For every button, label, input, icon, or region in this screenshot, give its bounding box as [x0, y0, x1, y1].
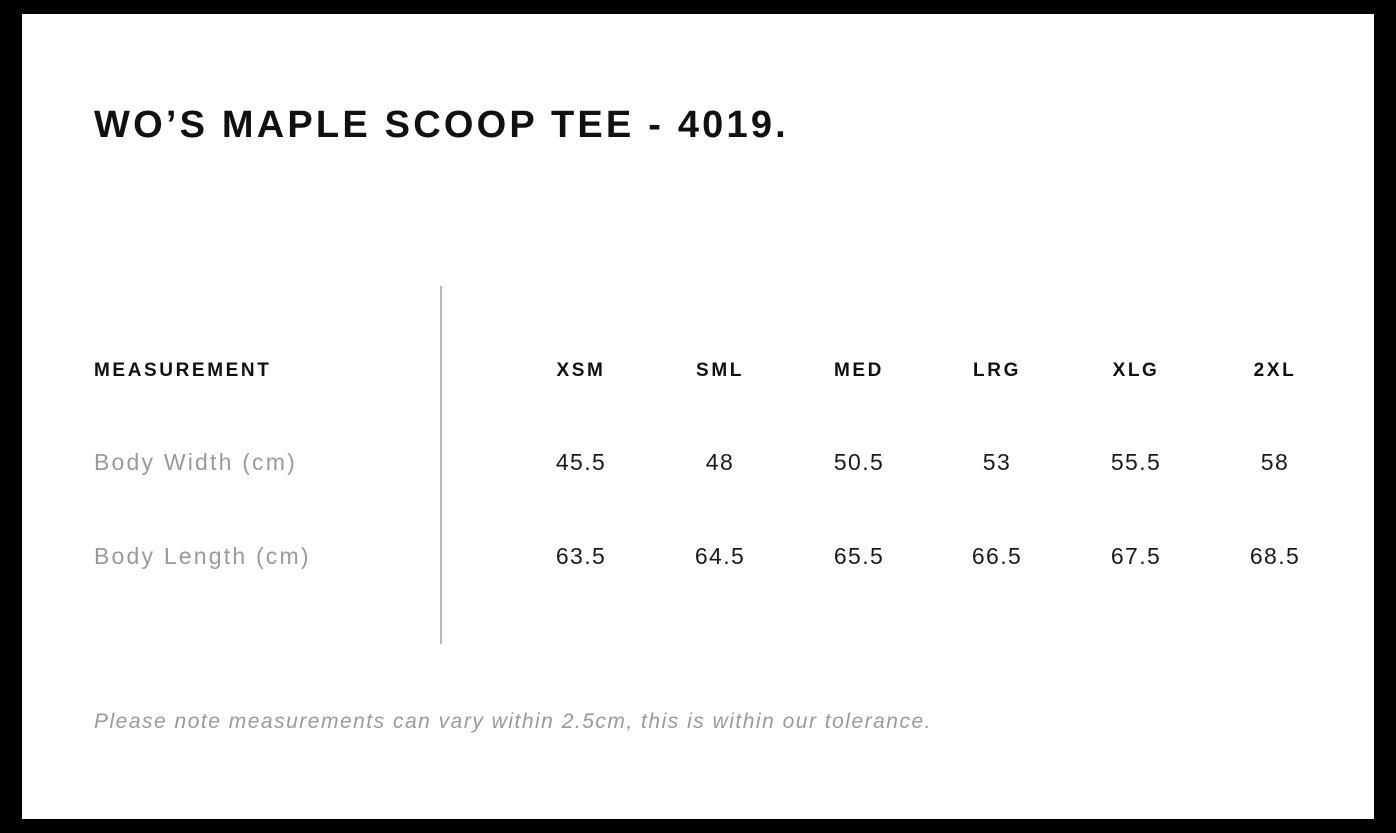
row-label-body-width: Body Width (cm) — [94, 449, 297, 475]
column-header-size-0: XSM — [556, 360, 606, 381]
tolerance-note: Please note measurements can vary within 2.5cm, this is within our tolerance. — [94, 710, 933, 733]
table-row — [22, 442, 1374, 482]
cell-body-width-2xl: 58 — [1260, 449, 1290, 475]
column-header-measurement: MEASUREMENT — [94, 360, 272, 381]
cell-body-width-lrg: 53 — [982, 449, 1012, 475]
table-header-row — [22, 351, 1374, 391]
cell-body-length-2xl: 68.5 — [1249, 543, 1301, 569]
cell-body-length-lrg: 66.5 — [971, 543, 1023, 569]
size-table — [22, 14, 1374, 819]
cell-body-width-xlg: 55.5 — [1110, 449, 1162, 475]
size-chart-page — [22, 14, 1374, 819]
column-header-size-1: SML — [696, 360, 744, 381]
cell-body-width-med: 50.5 — [833, 449, 885, 475]
column-header-size-2: MED — [833, 360, 885, 381]
cell-body-length-med: 65.5 — [833, 543, 885, 569]
cell-body-length-xsm: 63.5 — [555, 543, 607, 569]
cell-body-length-sml: 64.5 — [694, 543, 746, 569]
column-header-size-3: LRG — [973, 360, 1021, 381]
page-title: WO’S MAPLE SCOOP TEE - 4019. — [94, 104, 789, 146]
cell-body-width-xsm: 45.5 — [555, 449, 607, 475]
table-row — [22, 536, 1374, 576]
column-header-size-4: XLG — [1112, 360, 1160, 381]
column-header-size-5: 2XL — [1253, 360, 1297, 381]
row-label-body-length: Body Length (cm) — [94, 543, 311, 569]
cell-body-width-sml: 48 — [705, 449, 735, 475]
cell-body-length-xlg: 67.5 — [1110, 543, 1162, 569]
